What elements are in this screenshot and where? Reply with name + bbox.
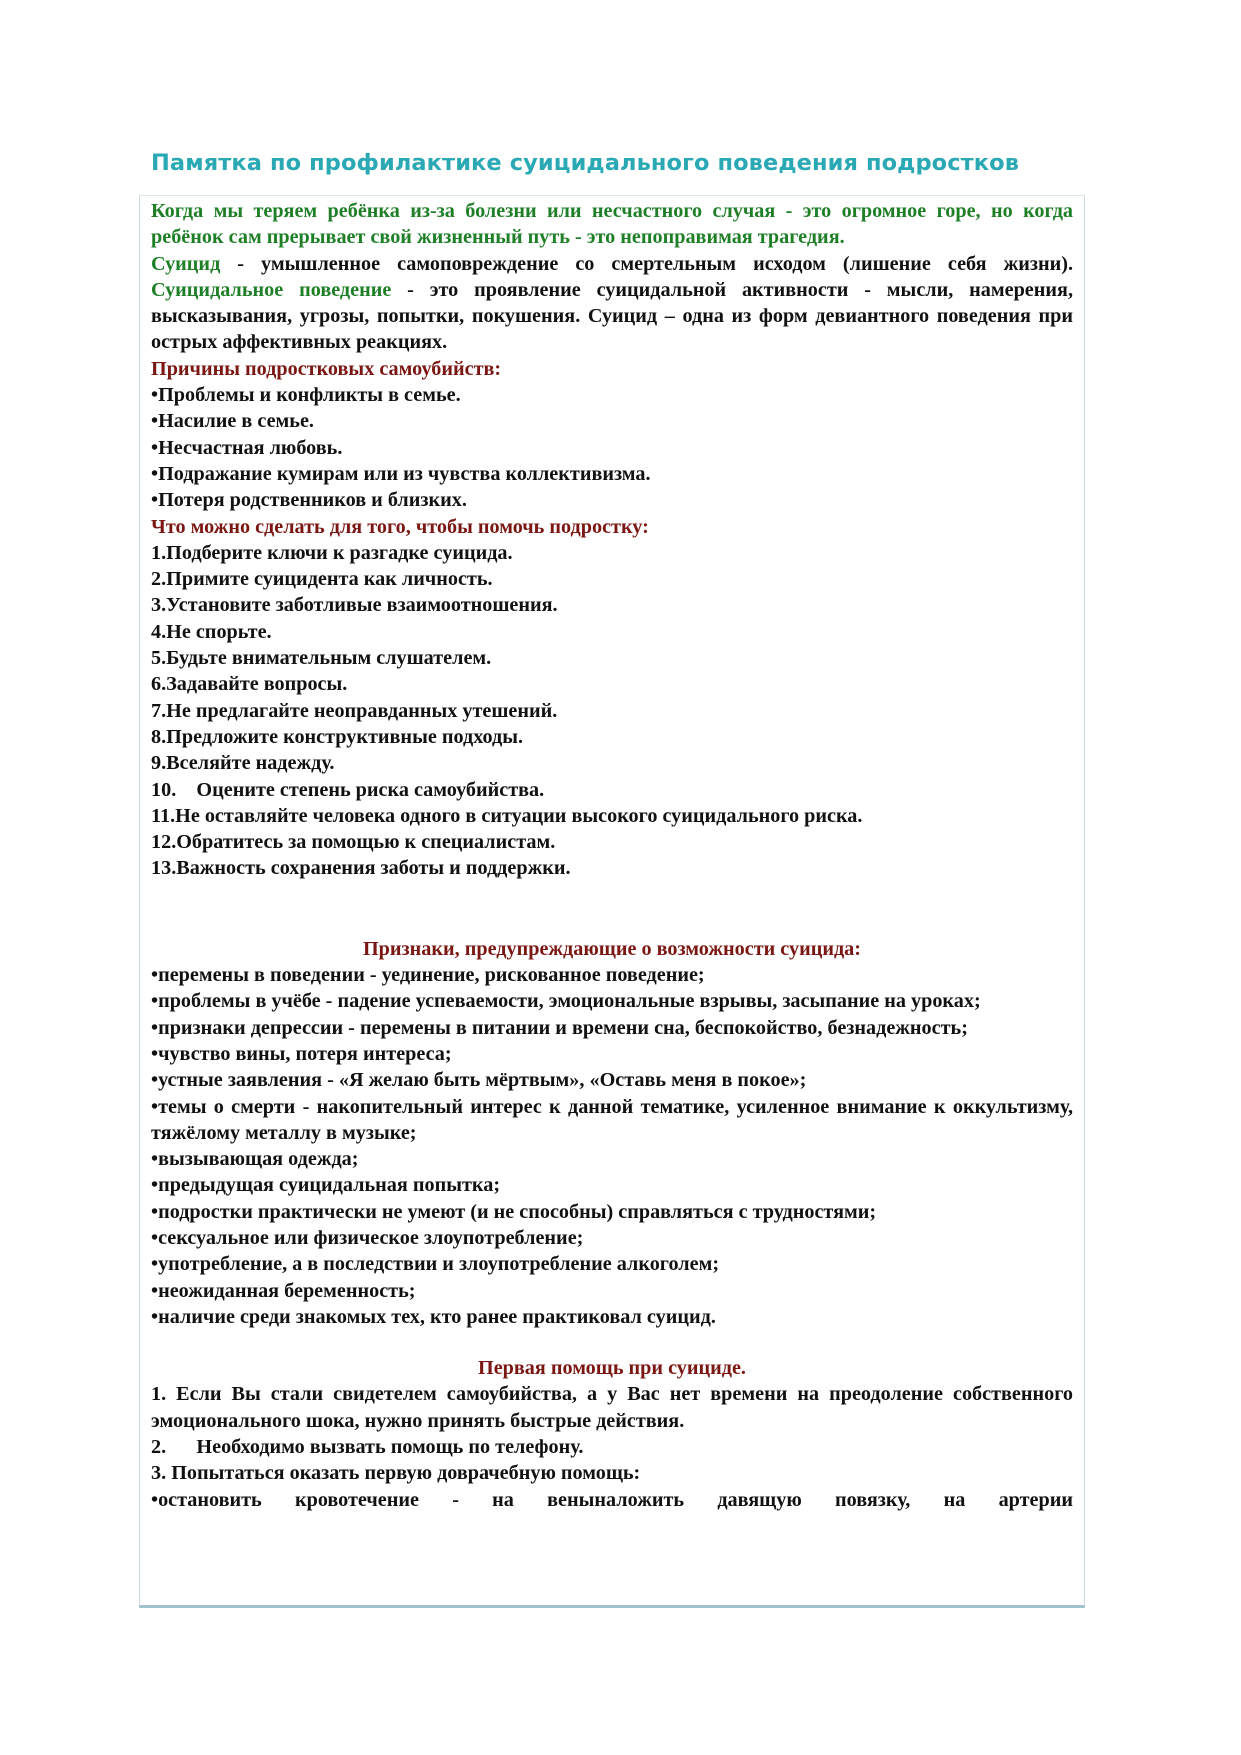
sign-item: •перемены в поведении - уединение, рискованное поведение; — [151, 964, 705, 987]
definition-text-1: - умышленное самоповреждение со смертельным исходом (лишение себя жизни). — [220, 252, 1073, 275]
definition-text-2: - это проявление суицидальной активности - мысли, намерения, высказывания, угрозы, попытки, покушения. Суицид – одна из форм девиантного поведения при острых аффективных реакциях. — [151, 278, 1073, 354]
cause-item: •Несчастная любовь. — [151, 436, 343, 459]
sign-item: •чувство вины, потеря интереса; — [151, 1042, 452, 1065]
help-item: 13.Важность сохранения заботы и поддержки. — [151, 857, 571, 880]
help-item: 11.Не оставляйте человека одного в ситуации высокого суицидального риска. — [151, 804, 863, 827]
first-aid-item: 3. Попытаться оказать первую доврачебную помощь: — [151, 1462, 641, 1485]
sign-item: •признаки депрессии - перемены в питании и времени сна, беспокойство, безнадежность; — [151, 1016, 968, 1039]
first-aid-heading: Первая помощь при суициде. — [478, 1357, 746, 1380]
spacer — [151, 1330, 1073, 1355]
cause-item: •Подражание кумирам или из чувства коллективизма. — [151, 462, 651, 485]
sign-item: •неожиданная беременность; — [151, 1279, 416, 1302]
help-item: 2.Примите суицидента как личность. — [151, 568, 493, 591]
help-item: 6.Задавайте вопросы. — [151, 673, 348, 696]
cause-item: •Проблемы и конфликты в семье. — [151, 384, 461, 407]
term-suicide: Суицид — [151, 252, 221, 275]
help-item: 4.Не спорьте. — [151, 620, 272, 643]
sign-item: •сексуальное или физическое злоупотребление; — [151, 1226, 584, 1249]
help-item: 3.Установите заботливые взаимоотношения. — [151, 594, 558, 617]
signs-heading: Признаки, предупреждающие о возможности суицида: — [362, 937, 861, 960]
sign-item: •темы о смерти - накопительный интерес к данной тематике, усиленное внимание к оккультизму, тяжёлому металлу в музыке; — [151, 1095, 1073, 1144]
help-item: 12.Обратитесь за помощью к специалистам. — [151, 831, 556, 854]
term-suicidal-behavior: Суицидальное поведение — [151, 278, 392, 301]
help-item: 7.Не предлагайте неоправданных утешений. — [151, 699, 558, 722]
sign-item: •предыдущая суицидальная попытка; — [151, 1174, 501, 1197]
intro-paragraph: Когда мы теряем ребёнка из-за болезни или несчастного случая - это огромное горе, но когда ребёнок сам прерывает свой жизненный путь - это непоправимая трагедия. — [151, 200, 1073, 249]
causes-heading: Причины подростковых самоубийств: — [151, 357, 502, 380]
sign-item: •проблемы в учёбе - падение успеваемости, эмоциональные взрывы, засыпание на уроках; — [151, 990, 981, 1013]
cause-item: •Потеря родственников и близких. — [151, 489, 467, 512]
help-item: 10. Оцените степень риска самоубийства. — [151, 778, 545, 801]
first-aid-item: •остановить кровотечение - на веныналожить давящую повязку, на артерии — [151, 1488, 1073, 1511]
help-item: 1.Подберите ключи к разгадке суицида. — [151, 541, 513, 564]
sign-item: •наличие среди знакомых тех, кто ранее практиковал суицид. — [151, 1305, 716, 1328]
sign-item: •вызывающая одежда; — [151, 1148, 359, 1171]
cause-item: •Насилие в семье. — [151, 410, 314, 433]
help-item: 8.Предложите конструктивные подходы. — [151, 725, 524, 748]
sign-item: •подростки практически не умеют (и не способны) справляться с трудностями; — [151, 1200, 877, 1223]
first-aid-item: 1. Если Вы стали свидетелем самоубийства, а у Вас нет времени на преодоление собственного эмоционального шока, нужно принять быстрые действия. — [151, 1383, 1073, 1432]
help-item: 9.Вселяйте надежду. — [151, 752, 335, 775]
memo-body — [151, 198, 1073, 1513]
sign-item: •употребление, а в последствии и злоупотребление алкоголем; — [151, 1253, 720, 1276]
page-title: Памятка по профилактике суицидального поведения подростков — [151, 150, 1020, 176]
spacer — [151, 882, 1073, 936]
sign-item: •устные заявления - «Я желаю быть мёртвым», «Оставь меня в покое»; — [151, 1069, 807, 1092]
help-item: 5.Будьте внимательным слушателем. — [151, 647, 492, 670]
help-heading: Что можно сделать для того, чтобы помочь подростку: — [151, 515, 649, 538]
definition-paragraph — [151, 251, 1073, 356]
first-aid-item: 2. Необходимо вызвать помощь по телефону. — [151, 1436, 584, 1459]
